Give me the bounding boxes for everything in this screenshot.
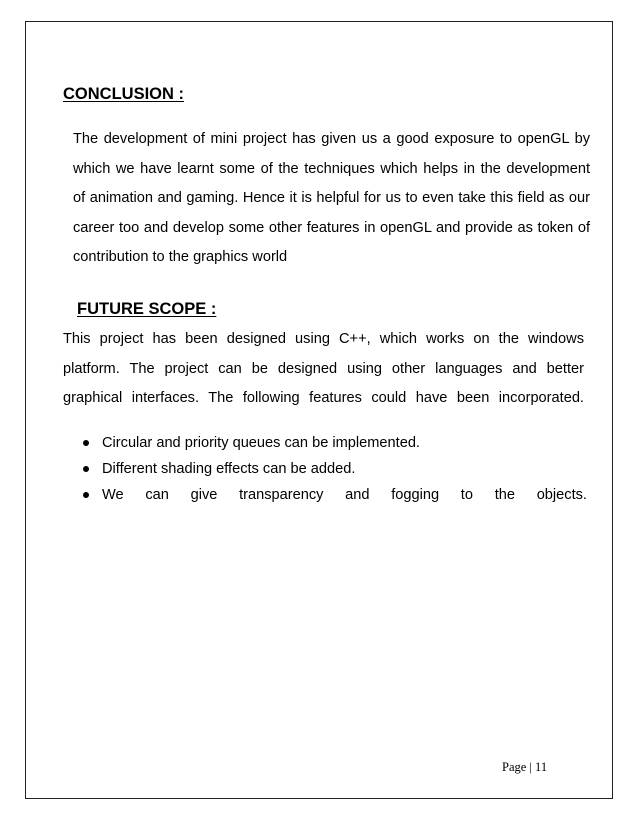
paragraph-line: contribution to the graphics world (73, 249, 288, 265)
conclusion-heading: CONCLUSION : (63, 85, 184, 103)
paragraph-line: This project has been designed using C++, which works on the windows (63, 331, 584, 347)
conclusion-paragraph (73, 125, 590, 273)
paragraph-line: which we have learnt some of the techniques which helps in the development (73, 160, 590, 177)
list-item-text: We can give transparency and fogging to the objects. (102, 487, 587, 503)
paragraph-line: of animation and gaming. Hence it is helpful for us to even take this field as our (73, 190, 590, 206)
list-item (82, 456, 587, 482)
page-number: Page | 11 (502, 760, 548, 774)
paragraph-line: platform. The project can be designed using other languages and better (63, 360, 584, 377)
paragraph-line: graphical interfaces. The following features could have been incorporated. (63, 390, 584, 406)
paragraph-line: The development of mini project has given us a good exposure to openGL by (73, 131, 590, 147)
list-item-text: Different shading effects can be added. (102, 461, 356, 477)
future-scope-bullet-list (82, 430, 587, 508)
bullet-icon (83, 492, 89, 498)
list-item-text: Circular and priority queues can be implemented. (102, 435, 420, 451)
future-scope-heading: FUTURE SCOPE : (77, 300, 217, 318)
bullet-icon (83, 440, 89, 446)
paragraph-line: career too and develop some other features in openGL and provide as token of (73, 219, 590, 236)
list-item (82, 482, 587, 508)
list-item (82, 430, 587, 456)
future-scope-paragraph (63, 325, 584, 414)
bullet-icon (83, 466, 89, 472)
